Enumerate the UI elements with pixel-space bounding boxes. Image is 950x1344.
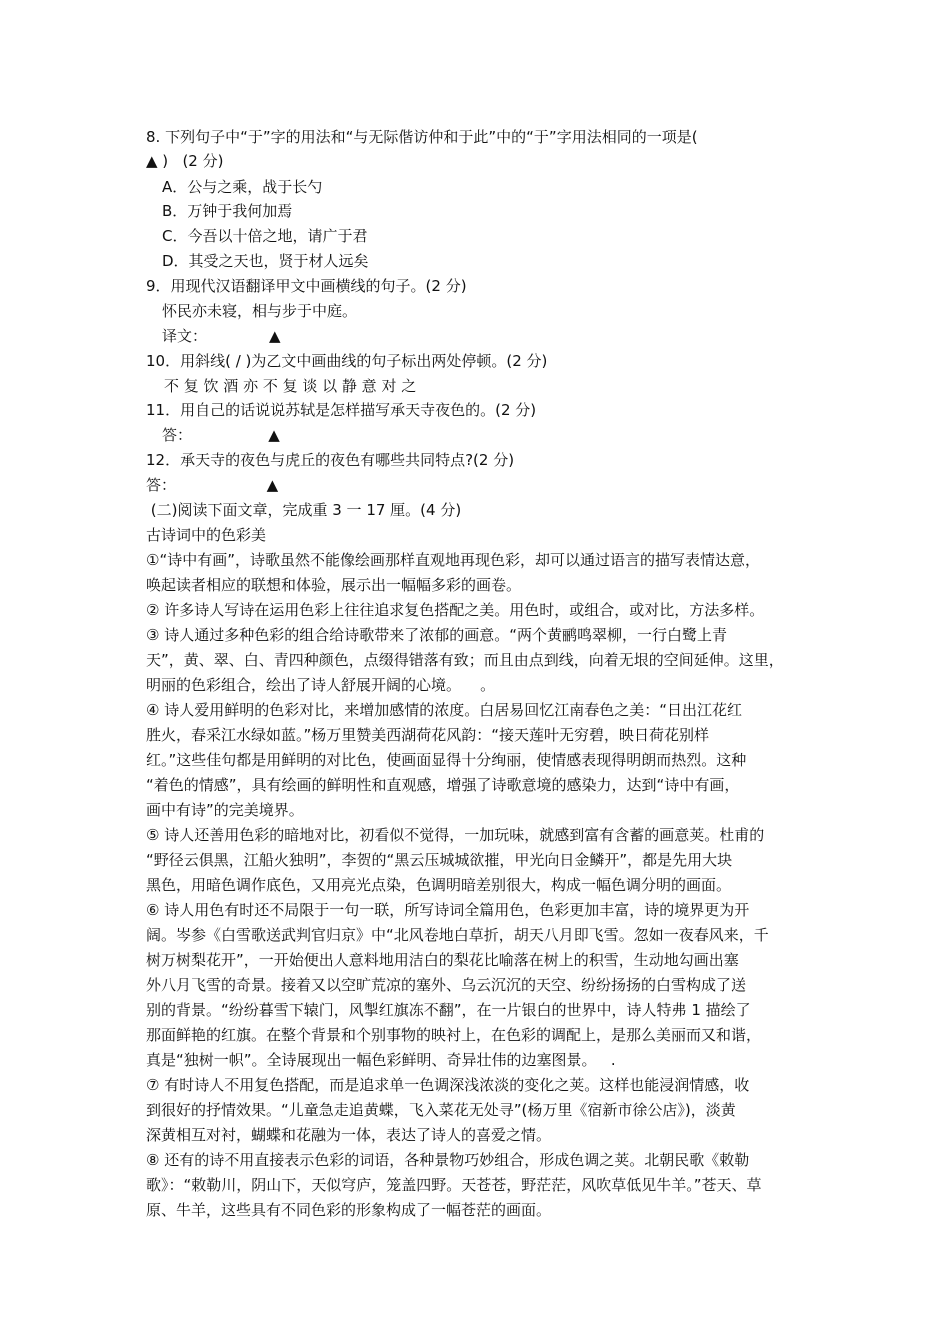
article-line: 外八月飞雪的奇景。接着又以空旷荒凉的塞外、乌云沉沉的天空、纷纷扬扬的白雪构成了送 xyxy=(146,976,747,994)
article-line: 原、牛羊，这些具有不同色彩的形象构成了一幅苍茫的画面。 xyxy=(146,1201,552,1219)
article-line: “着色的情感”，具有绘画的鲜明性和直观感，增强了诗歌意境的感染力，达到“诗中有画， xyxy=(146,776,740,794)
article-line: “野径云俱黑，江船火独明”，李贺的“黑云压城城欲摧，甲光向日金鳞开”，都是先用大块 xyxy=(146,851,733,869)
q10-stem: 10．用斜线( / )为乙文中画曲线的句子标出两处停顿。(2 分) xyxy=(146,352,548,370)
q8-option-c: C．今吾以十倍之地，请广于君 xyxy=(162,227,368,245)
q8-option-d: D．其受之天也，贤于材人远矣 xyxy=(162,252,369,270)
q11-stem: 11．用自己的话说说苏轼是怎样描写承天寺夜色的。(2 分) xyxy=(146,401,537,419)
article-line: 唤起读者相应的联想和体验，展示出一幅幅多彩的画卷。 xyxy=(146,576,522,594)
article-line: 深黄相互对衬，蝴蝶和花融为一体，表达了诗人的喜爱之情。 xyxy=(146,1126,552,1144)
article-line: ⑥ 诗人用色有时还不局限于一句一联，所写诗词全篇用色，色彩更加丰富，诗的境界更为开 xyxy=(146,901,750,919)
article-line: ④ 诗人爱用鲜明的色彩对比，来增加感情的浓度。白居易回忆江南春色之美：“日出江花红 xyxy=(146,701,742,719)
article-line: 到很好的抒情效果。“儿童急走追黄蝶，飞入菜花无处寻”(杨万里《宿新市徐公店》)，淡黄 xyxy=(146,1101,736,1119)
q12-stem: 12．承天寺的夜色与虎丘的夜色有哪些共同特点?(2 分) xyxy=(146,451,515,469)
article-line: 天”，黄、翠、白、青四种颜色，点缀得错落有致；而且由点到线，向着无垠的空间延伸。这里， xyxy=(146,651,784,669)
article-line: 阔。岑参《白雪歌送武判官归京》中“北风卷地白草折，胡天八月即飞雪。忽如一夜春风来，千 xyxy=(146,926,769,944)
article-line: ② 许多诗人写诗在运用色彩上往往追求复色搭配之美。用色时，或组合，或对比，方法多样。 xyxy=(146,601,765,619)
article-line: 黑色，用暗色调作底色，又用亮光点染，色调明暗差别很大，构成一幅色调分明的画面。 xyxy=(146,876,732,894)
q8-stem-line1: 8. 下列句子中“于”字的用法和“与无际偕访仲和于此”中的“于”字用法相同的一项是( xyxy=(146,128,698,146)
article-line: ⑤ 诗人还善用色彩的暗地对比，初看似不觉得，一加玩味，就感到富有含蓄的画意荚。杜甫的 xyxy=(146,826,765,844)
article-line: 红。”这些佳句都是用鲜明的对比色，使画面显得十分绚丽，使情感表现得明朗而热烈。这种 xyxy=(146,751,747,769)
article-line: 那面鲜艳的红旗。在整个背景和个别事物的映衬上，在色彩的调配上，是那么美丽而又和谐， xyxy=(146,1026,762,1044)
article-line: 胜火，春采江水绿如蓝。”杨万里赞美西湖荷花风韵：“接天莲叶无穷碧，映日荷花别样 xyxy=(146,726,710,744)
article-line: 画中有诗”的完美境界。 xyxy=(146,801,304,819)
q10-sentence: 不 复 饮 酒 亦 不 复 谈 以 静 意 对 之 xyxy=(164,377,417,395)
article-line: ③ 诗人通过多种色彩的组合给诗歌带来了浓郁的画意。“两个黄鹂鸣翠柳，一行白鹭上青 xyxy=(146,626,727,644)
q8-option-a: A．公与之乘，战于长勺 xyxy=(162,178,323,196)
q12-answer-line: 答： ▲ xyxy=(146,476,279,494)
q8-option-b: B．万钟于我何加焉 xyxy=(162,202,293,220)
q11-answer-line: 答： ▲ xyxy=(162,426,280,444)
article-line: ⑦ 有时诗人不用复色搭配，而是追求单一色调深浅浓淡的变化之荚。这样也能浸润情感，收 xyxy=(146,1076,750,1094)
article-line: 真是“独树一帜”。全诗展现出一幅色彩鲜明、奇异壮伟的边塞图景。 . xyxy=(146,1051,616,1069)
article-line: 歌》：“敕勒川，阴山下，天似穹庐，笼盖四野。天苍苍，野茫茫，风吹草低见牛羊。”苍天、草 xyxy=(146,1176,762,1194)
q9-answer-line: 译文： ▲ xyxy=(162,327,281,345)
article-title: 古诗词中的色彩美 xyxy=(146,526,267,544)
q8-stem-line2: ▲ ) (2 分) xyxy=(146,152,224,170)
article-line: 明丽的色彩组合，绘出了诗人舒展开阔的心境。 。 xyxy=(146,676,496,694)
q9-stem: 9．用现代汉语翻译甲文中画横线的句子。(2 分) xyxy=(146,277,467,295)
article-line: 别的背景。“纷纷暮雪下辕门，风掣红旗冻不翻”，在一片银白的世界中，诗人特弗 1 描绘了 xyxy=(146,1001,751,1019)
article-line: 树万树梨花开”，一开始便出人意料地用洁白的梨花比喻落在树上的积雪，生动地勾画出塞 xyxy=(146,951,739,969)
article-line: ①“诗中有画”，诗歌虽然不能像绘画那样直观地再现色彩，却可以通过语言的描写表情达意， xyxy=(146,551,760,569)
q9-sentence: 怀民亦未寝，相与步于中庭。 xyxy=(162,302,358,320)
section-heading: (二)阅读下面文章，完成重 3 一 17 厘。(4 分) xyxy=(146,501,462,519)
article-line: ⑧ 还有的诗不用直接表示色彩的词语，各种景物巧妙组合，形成色调之荚。北朝民歌《敕勒 xyxy=(146,1151,750,1169)
